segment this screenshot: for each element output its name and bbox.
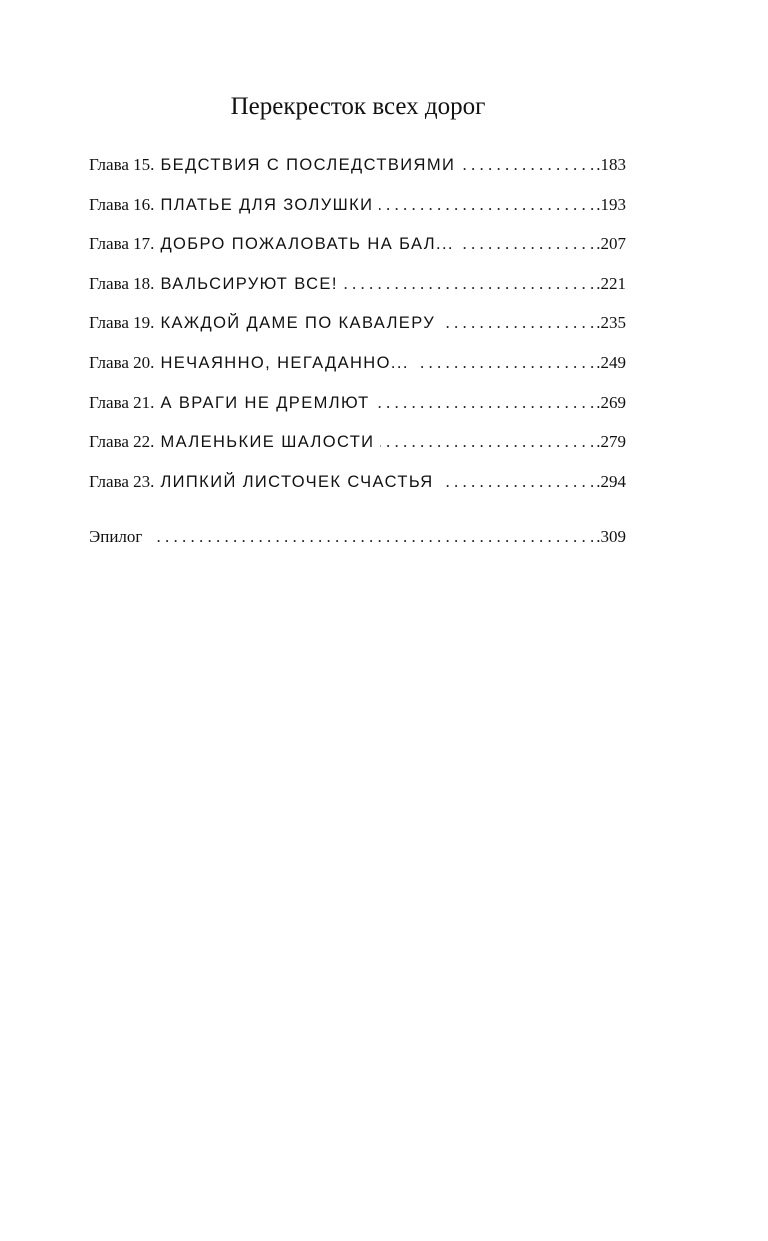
chapter-title: ПЛАТЬЕ ДЛЯ ЗОЛУШКИ <box>160 195 374 214</box>
chapter-number: Глава 19. <box>89 313 155 333</box>
page-number: .249 <box>596 352 626 372</box>
chapter-title: ДОБРО ПОЖАЛОВАТЬ НА БАЛ... <box>160 235 454 254</box>
dot-leader <box>441 310 594 336</box>
chapter-title: ВАЛЬСИРУЮТ ВСЕ! <box>160 274 338 293</box>
chapter-title: БЕДСТВИЯ С ПОСЛЕДСТВИЯМИ <box>160 156 456 174</box>
page-number: .294 <box>596 471 626 491</box>
page-number: .269 <box>596 392 626 412</box>
chapter-number: Глава 22. <box>89 432 155 452</box>
page-number: .207 <box>596 234 626 254</box>
chapter-number: Глава 16. <box>89 194 155 214</box>
page-number: .183 <box>596 155 626 174</box>
toc-entry-22[interactable] <box>89 429 626 469</box>
chapter-title: А ВРАГИ НЕ ДРЕМЛЮТ <box>160 393 370 412</box>
dot-leader <box>379 192 594 218</box>
dot-leader <box>154 524 594 550</box>
toc-entry-17[interactable] <box>89 231 626 271</box>
chapter-title: НЕЧАЯННО, НЕГАДАННО... <box>160 353 409 372</box>
toc-entry-18[interactable] <box>89 271 626 311</box>
chapter-number: Глава 17. <box>89 234 155 254</box>
chapter-number: Глава 21. <box>89 392 155 412</box>
chapter-number: Глава 15. <box>89 155 155 174</box>
page-number: .221 <box>596 273 626 293</box>
toc-entry-23[interactable] <box>89 469 626 509</box>
toc-entry-19[interactable] <box>89 310 626 350</box>
chapter-number: Глава 23. <box>89 471 155 491</box>
chapter-title: КАЖДОЙ ДАМЕ ПО КАВАЛЕРУ <box>160 314 436 333</box>
page-number: .279 <box>596 432 626 452</box>
toc-entry-16[interactable] <box>89 192 626 232</box>
dot-leader <box>344 271 594 297</box>
toc-entry-20[interactable] <box>89 350 626 390</box>
toc-entry-15[interactable] <box>89 152 626 192</box>
epilogue-label: Эпилог <box>89 527 143 547</box>
dot-leader <box>461 152 594 178</box>
page-number: .309 <box>596 527 626 547</box>
chapter-number: Глава 18. <box>89 273 155 293</box>
toc-entry-epilogue[interactable] <box>89 524 626 564</box>
page-number: .235 <box>596 313 626 333</box>
dot-leader <box>460 231 594 257</box>
dot-leader <box>415 350 594 376</box>
dot-leader <box>440 469 595 495</box>
toc-entry-21[interactable] <box>89 390 626 430</box>
chapter-title: ЛИПКИЙ ЛИСТОЧЕК СЧАСТЬЯ <box>160 472 434 491</box>
dot-leader <box>376 390 595 416</box>
chapter-number: Глава 20. <box>89 352 155 372</box>
page-number: .193 <box>596 194 626 214</box>
dot-leader <box>380 429 594 455</box>
chapter-title: МАЛЕНЬКИЕ ШАЛОСТИ <box>160 433 375 452</box>
table-of-contents <box>89 152 626 564</box>
section-title: Перекресток всех дорог <box>230 93 486 120</box>
